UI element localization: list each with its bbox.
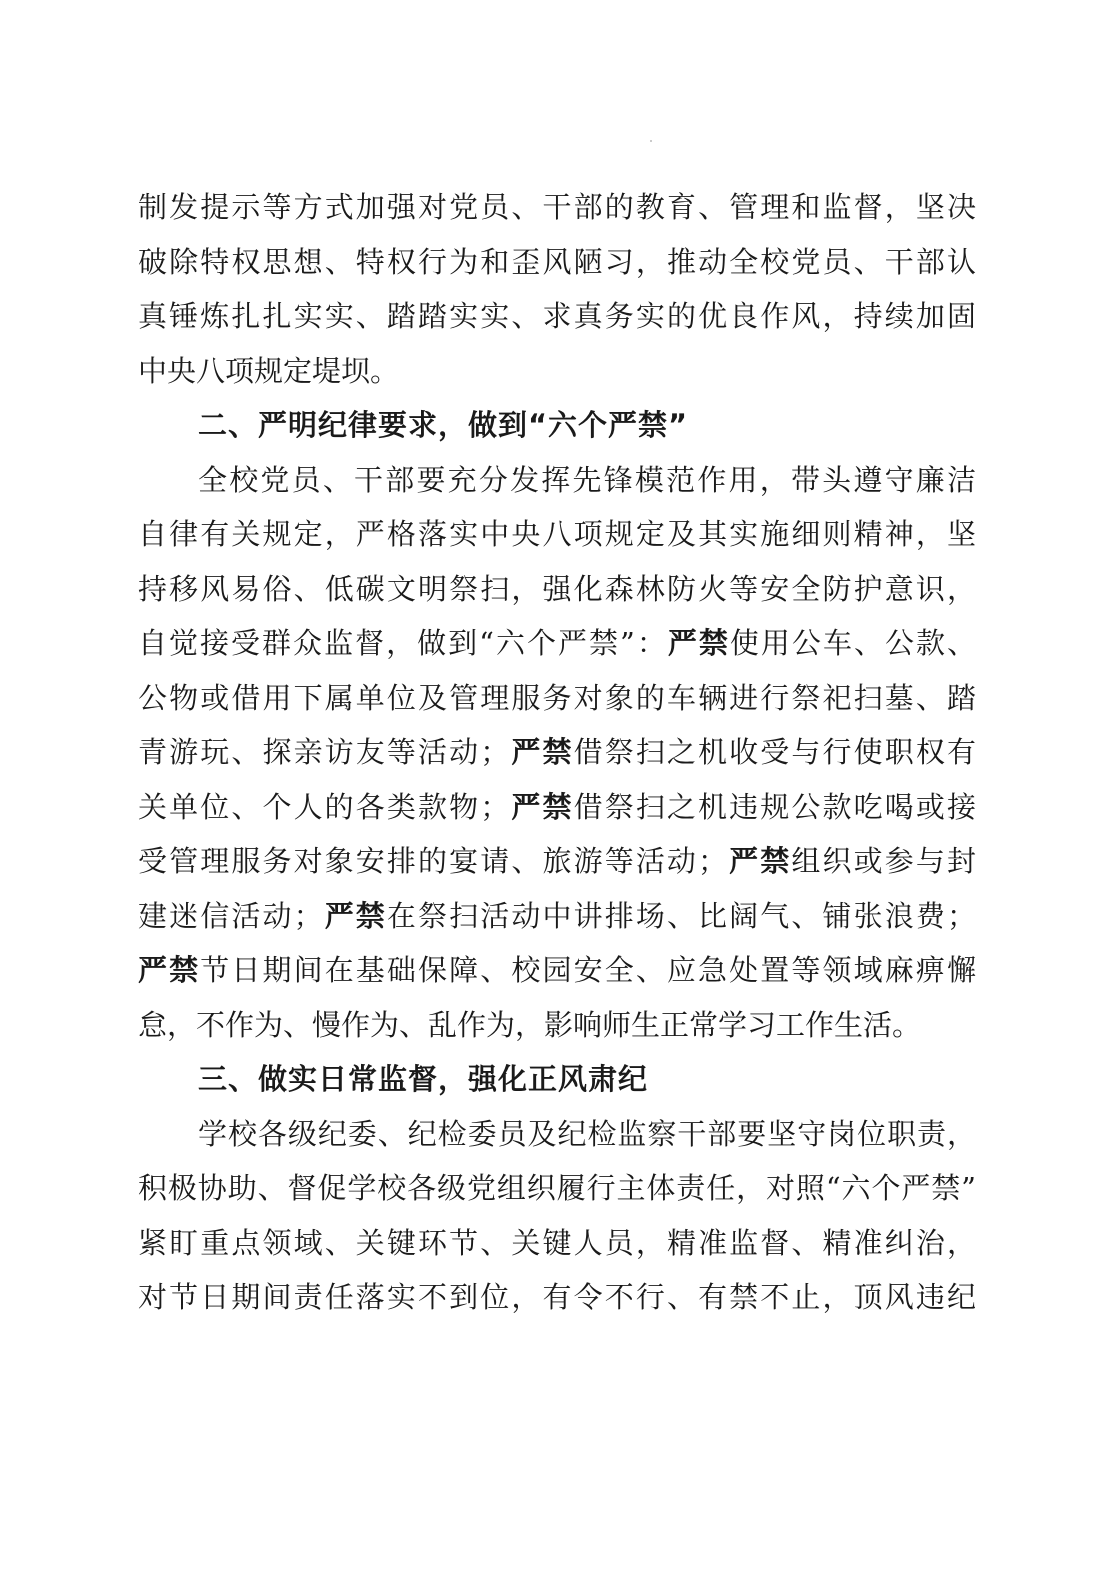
paragraph-2-line-4 bbox=[138, 616, 976, 671]
paragraph-2-line-1: 全校党员、干部要充分发挥先锋模范作用，带头遵守廉洁 bbox=[198, 462, 976, 497]
strict-ban-keyword: 严禁 bbox=[667, 626, 730, 660]
scan-speck bbox=[650, 140, 652, 142]
strict-ban-keyword: 严禁 bbox=[727, 844, 792, 878]
paragraph-3-line-3: 紧盯重点领域、关键环节、关键人员，精准监督、精准纠治， bbox=[138, 1225, 976, 1260]
paragraph-2-line-5: 公物或借用下属单位及管理服务对象的车辆进行祭祀扫墓、踏 bbox=[138, 680, 976, 715]
paragraph-1-line-4: 中央八项规定堤坝。 bbox=[138, 353, 400, 388]
paragraph-2-line-3: 持移风易俗、低碳文明祭扫，强化森林防火等安全防护意识， bbox=[138, 571, 976, 606]
paragraph-2-line-6 bbox=[138, 725, 976, 780]
line-text: 建迷信活动； bbox=[138, 898, 323, 933]
paragraph-2-line-2: 自律有关规定，严格落实中央八项规定及其实施细则精神，坚 bbox=[138, 517, 976, 551]
line-text: 受管理服务对象安排的宴请、旅游等活动； bbox=[138, 844, 728, 878]
strict-ban-keyword: 严禁 bbox=[322, 898, 387, 933]
paragraph-2-line-8 bbox=[138, 834, 976, 889]
line-text: 组织或参与封 bbox=[791, 844, 976, 878]
section-heading-2: 二、严明纪律要求，做到“六个严禁” bbox=[198, 408, 689, 442]
paragraph-2-line-11: 怠，不作为、慢作为、乱作为，影响师生正常学习工作生活。 bbox=[138, 1007, 922, 1042]
strict-ban-keyword: 严禁 bbox=[509, 735, 574, 769]
line-text: 使用公车、公款、 bbox=[729, 626, 976, 660]
paragraph-2-line-10 bbox=[138, 943, 976, 998]
paragraph-3-line-2: 积极协助、督促学校各级党组织履行主体责任，对照“六个严禁” bbox=[138, 1171, 976, 1205]
paragraph-3-line-1: 学校各级纪委、纪检委员及纪检监察干部要坚守岗位职责， bbox=[198, 1116, 976, 1151]
line-text: 关单位、个人的各类款物； bbox=[138, 789, 510, 824]
paragraph-3-line-4: 对节日期间责任落实不到位，有令不行、有禁不止，顶风违纪 bbox=[138, 1280, 976, 1314]
line-text: 节日期间在基础保障、校园安全、应急处置等领域麻痹懈 bbox=[200, 953, 976, 987]
line-text: 借祭扫之机违规公款吃喝或接 bbox=[573, 789, 976, 824]
paragraph-1-line-3: 真锤炼扎扎实实、踏踏实实、求真务实的优良作风，持续加固 bbox=[138, 299, 976, 333]
strict-ban-keyword: 严禁 bbox=[509, 789, 574, 824]
paragraph-2-line-7 bbox=[138, 780, 976, 835]
section-heading-3: 三、做实日常监督，强化正风肃纪 bbox=[198, 1062, 649, 1096]
line-text: 在祭扫活动中讲排场、比阔气、铺张浪费； bbox=[386, 898, 976, 933]
strict-ban-keyword: 严禁 bbox=[138, 953, 201, 987]
line-text: 自觉接受群众监督，做到“六个严禁”： bbox=[138, 626, 668, 660]
line-text: 青游玩、探亲访友等活动； bbox=[138, 735, 510, 769]
paragraph-1-line-1: 制发提示等方式加强对党员、干部的教育、管理和监督，坚决 bbox=[138, 190, 976, 224]
paragraph-2-line-9 bbox=[138, 889, 976, 944]
line-text: 借祭扫之机收受与行使职权有 bbox=[573, 735, 976, 769]
document-body bbox=[138, 180, 976, 1325]
paragraph-1-line-2: 破除特权思想、特权行为和歪风陋习，推动全校党员、干部认 bbox=[138, 244, 976, 279]
